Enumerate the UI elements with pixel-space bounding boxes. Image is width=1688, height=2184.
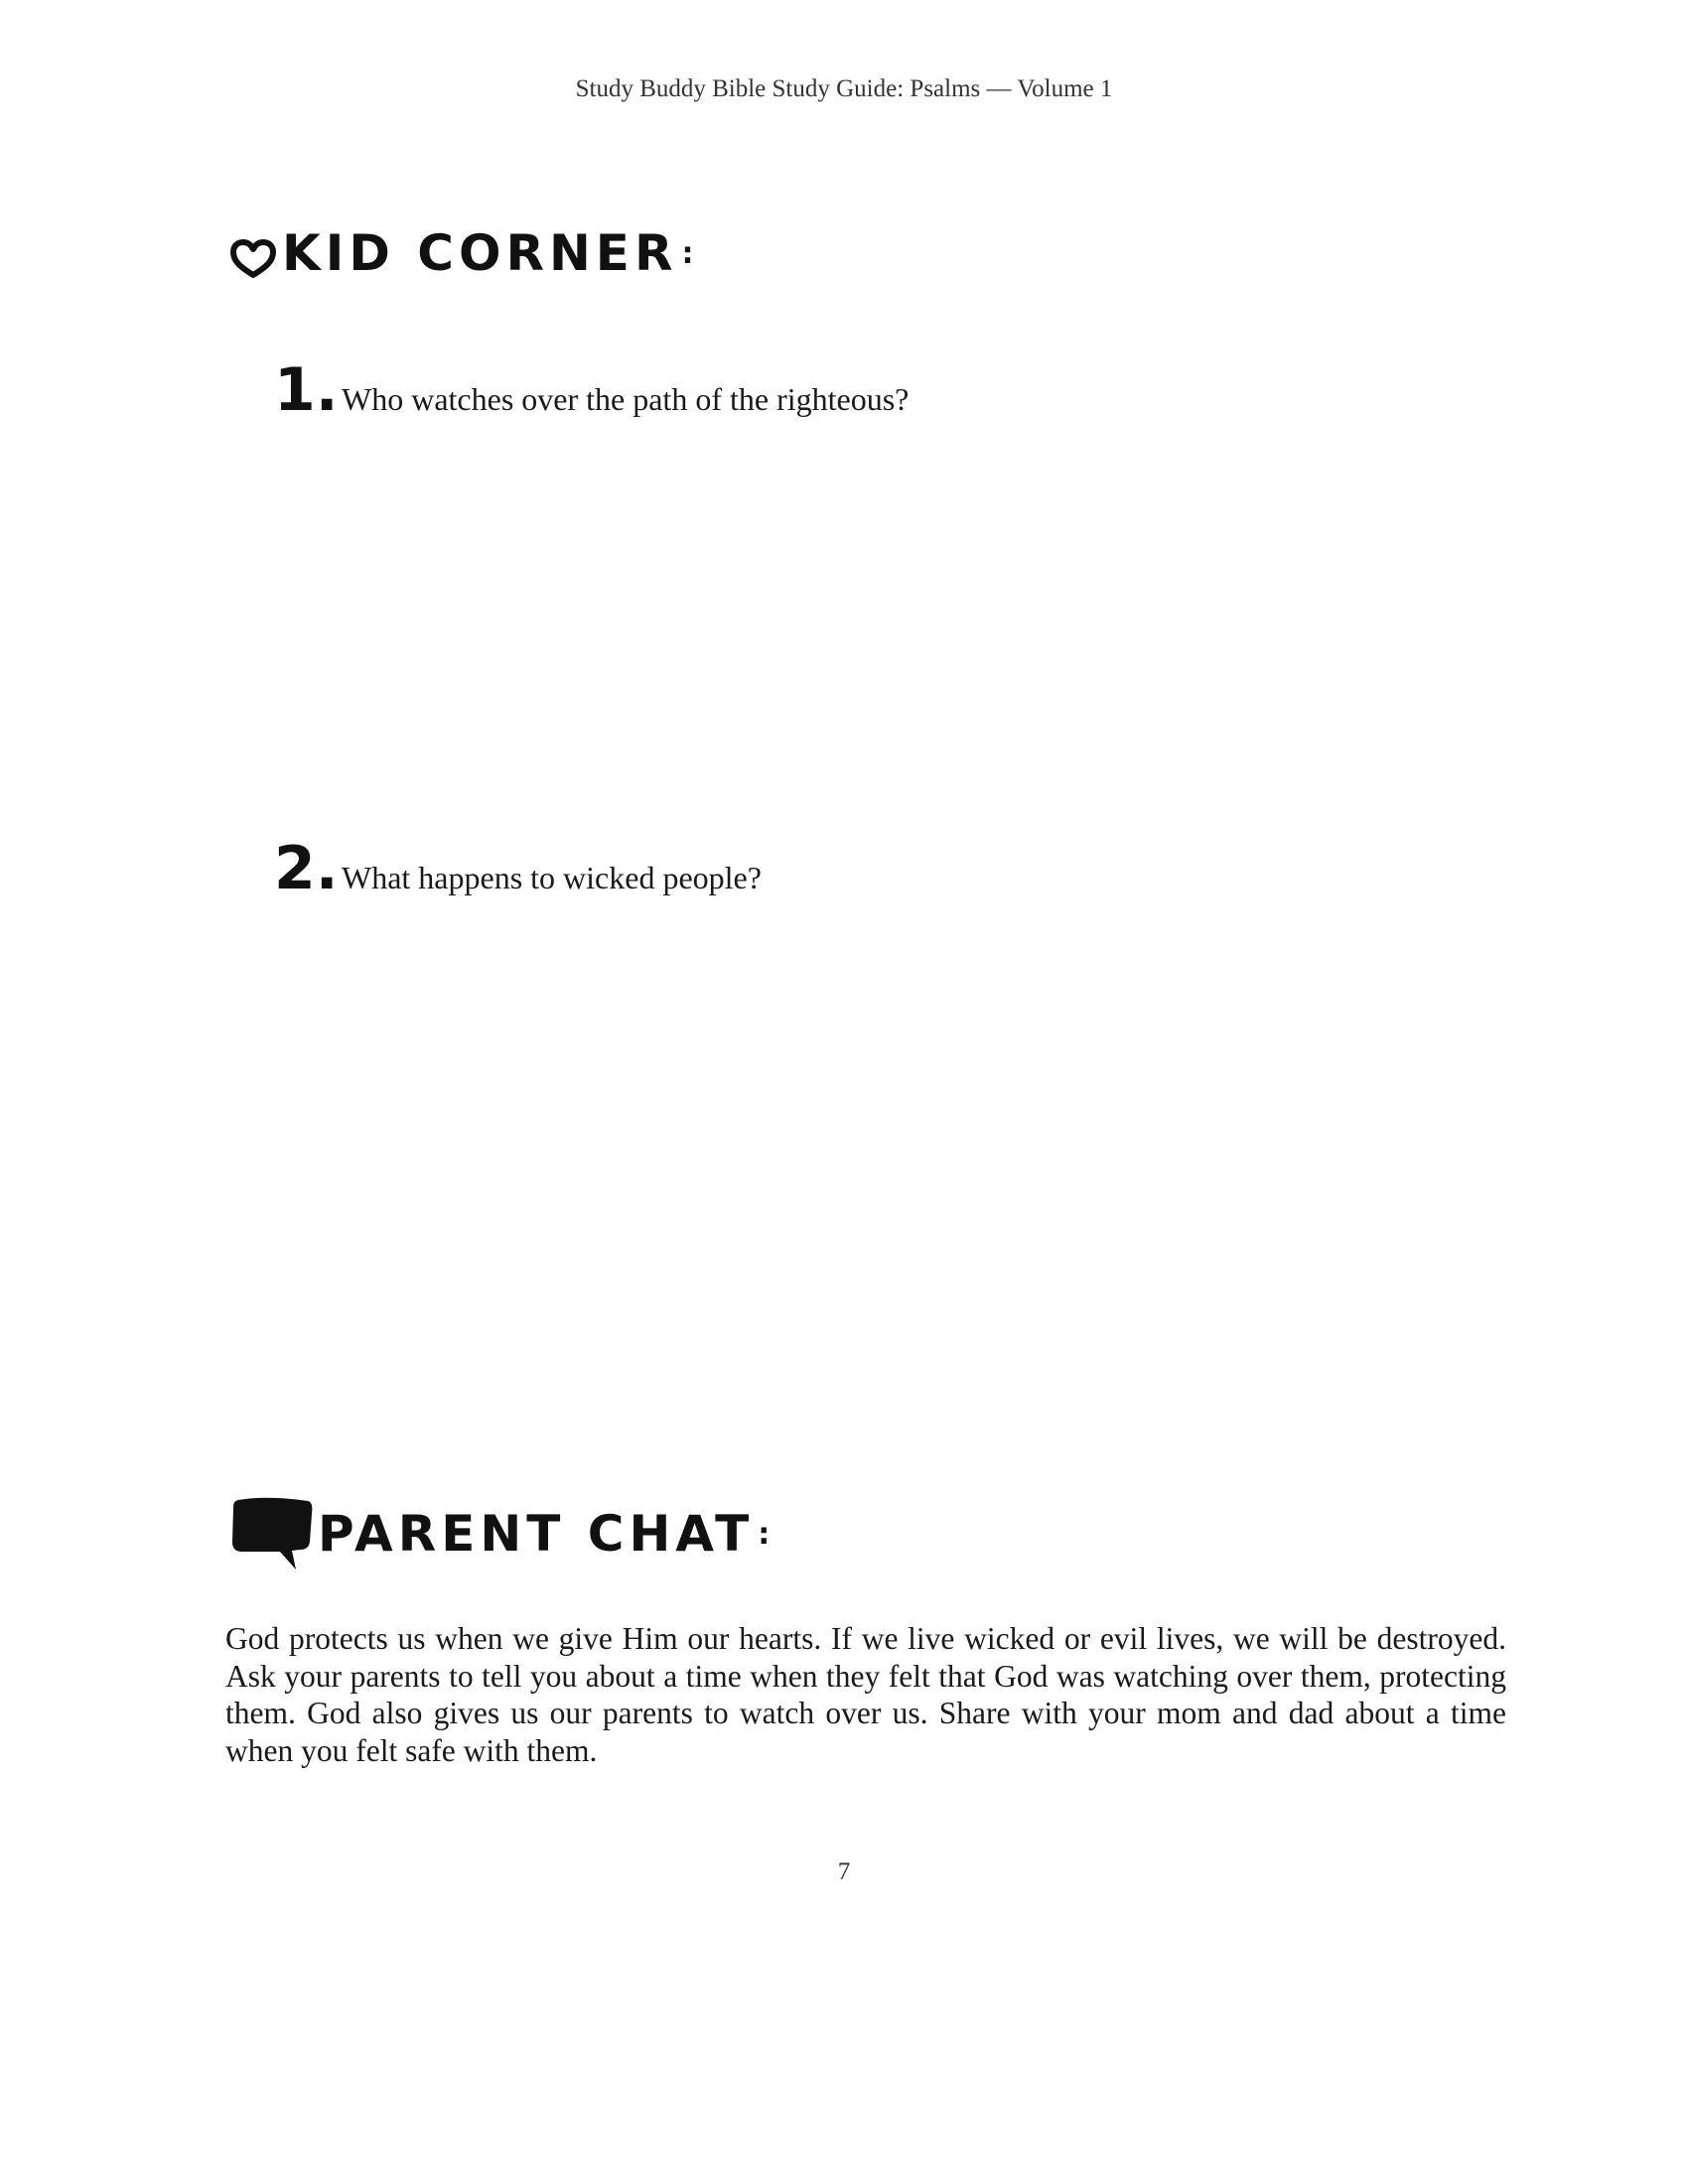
question-item bbox=[274, 355, 909, 425]
speech-bubble-icon bbox=[230, 1494, 314, 1573]
question-number: 2. bbox=[274, 834, 339, 903]
parent-chat-paragraph: God protects us when we give Him our hearts. If we live wicked or evil lives, we will be destroyed. Ask your parents to tell you about a time when they felt that God was watching over them, protecting them. God also gives us our parents to watch over us. Share with your mom and dad about a time when you felt safe with them. bbox=[225, 1621, 1506, 1768]
parent-chat-title: PARENT CHAT bbox=[318, 1505, 755, 1563]
question-text: What happens to wicked people? bbox=[342, 860, 762, 895]
question-text: Who watches over the path of the righteous? bbox=[342, 381, 910, 417]
kid-corner-colon: : bbox=[681, 235, 694, 271]
parent-chat-colon: : bbox=[758, 1516, 771, 1552]
parent-chat-heading bbox=[230, 1494, 770, 1573]
question-item bbox=[274, 834, 762, 903]
page-number: 7 bbox=[837, 1858, 851, 1885]
question-number: 1. bbox=[274, 355, 339, 425]
kid-corner-heading bbox=[230, 224, 693, 282]
kid-corner-title: KID CORNER bbox=[282, 224, 678, 282]
heart-icon bbox=[230, 233, 276, 273]
running-header: Study Buddy Bible Study Guide: Psalms — Volume 1 bbox=[575, 75, 1113, 102]
